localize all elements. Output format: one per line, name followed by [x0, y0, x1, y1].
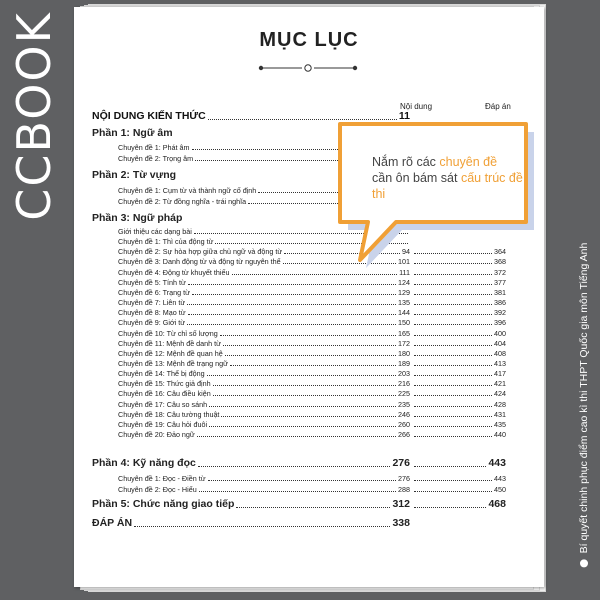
toc-answer-cell — [412, 329, 506, 338]
leader-dots — [187, 324, 396, 325]
toc-answer-cell — [412, 379, 506, 388]
leader-dots — [414, 355, 492, 356]
leader-dots — [414, 385, 492, 386]
toc-label: Chuyên đề 1: Phát âm — [118, 143, 190, 152]
toc-row — [118, 474, 410, 483]
toc-answer-number: 443 — [488, 457, 506, 469]
leader-dots — [192, 294, 396, 295]
leader-dots — [414, 436, 492, 437]
toc-page-number: 144 — [398, 308, 410, 318]
toc-row — [118, 308, 410, 317]
toc-page-number: 172 — [398, 338, 410, 348]
toc-label: Chuyên đề 1: Đọc - Điền từ — [118, 474, 206, 483]
toc-answer-number: 400 — [494, 328, 506, 338]
toc-label: Chuyên đề 1: Cụm từ và thành ngữ cố định — [118, 186, 257, 195]
leader-dots — [414, 365, 492, 366]
toc-label: Chuyên đề 19: Câu hỏi đuôi — [118, 419, 208, 429]
toc-label: Chuyên đề 17: Câu so sánh — [118, 399, 208, 409]
toc-label: Chuyên đề 18: Câu tường thuật — [118, 409, 220, 419]
toc-answer-number: 421 — [494, 379, 506, 389]
leader-dots — [414, 314, 492, 315]
toc-label: Chuyên đề 2: Từ đồng nghĩa - trái nghĩa — [118, 197, 247, 206]
toc-row — [118, 420, 410, 429]
toc-answer-cell — [412, 318, 506, 327]
leader-dots — [213, 395, 396, 396]
toc-label: Chuyên đề 2: Sự hòa hợp giữa chủ ngữ và động từ — [118, 247, 283, 257]
toc-answer-number: 386 — [494, 298, 506, 308]
toc-label: Chuyên đề 7: Liên từ — [118, 298, 186, 308]
leader-dots — [223, 345, 396, 346]
leader-dots — [225, 355, 396, 356]
toc-answer-number: 435 — [494, 419, 506, 429]
toc-answer-number: 364 — [494, 247, 506, 257]
leader-dots — [414, 491, 492, 492]
toc-row — [118, 278, 410, 287]
col-header-dap-an: Đáp án — [485, 102, 511, 111]
leader-dots — [199, 491, 396, 492]
leader-dots — [213, 385, 396, 386]
toc-answer-number: 368 — [494, 257, 506, 267]
toc-page-number: 150 — [398, 318, 410, 328]
toc-answer-number: 408 — [494, 348, 506, 358]
toc-answer-number: 468 — [488, 498, 506, 510]
toc-section-heading — [92, 498, 410, 510]
toc-answer-cell — [412, 474, 506, 483]
toc-answer-cell — [412, 389, 506, 398]
toc-answer-cell — [412, 420, 506, 429]
toc-answer-number: 377 — [494, 277, 506, 287]
leader-dots — [414, 284, 492, 285]
brand-strip — [0, 0, 68, 600]
toc-label: Chuyên đề 13: Mệnh đề trạng ngữ — [118, 358, 228, 368]
toc-answer-cell — [412, 298, 506, 307]
toc-label: Phần 5: Chức năng giao tiếp — [92, 498, 235, 510]
toc-label: Phần 4: Kỹ năng đọc — [92, 457, 196, 469]
toc-label: Phần 1: Ngữ âm — [92, 127, 173, 139]
leader-dots — [209, 426, 396, 427]
toc-label: Chuyên đề 12: Mệnh đề quan hệ — [118, 348, 223, 358]
toc-label: Chuyên đề 5: Tính từ — [118, 277, 186, 287]
toc-label: Chuyên đề 16: Câu điều kiện — [118, 389, 211, 399]
toc-page-number: 260 — [398, 419, 410, 429]
leader-dots — [414, 375, 492, 376]
toc-page-number: 189 — [398, 358, 410, 368]
bullet-icon — [580, 559, 588, 567]
toc-row — [118, 400, 410, 409]
brand-logo: CCBOOK — [7, 11, 61, 221]
toc-label: Chuyên đề 6: Trạng từ — [118, 287, 190, 297]
toc-answer-number: 396 — [494, 318, 506, 328]
toc-answer-cell — [412, 349, 506, 358]
toc-answer-number: 428 — [494, 399, 506, 409]
toc-answer-cell — [412, 288, 506, 297]
leader-dots — [134, 526, 390, 527]
toc-page-number: 266 — [398, 430, 410, 439]
toc-page-number: 235 — [398, 399, 410, 409]
leader-dots — [414, 406, 492, 407]
toc-label: NỘI DUNG KIẾN THỨC — [92, 110, 206, 122]
toc-answer-cell — [412, 485, 506, 494]
leader-dots — [197, 436, 396, 437]
toc-page-number: 129 — [398, 287, 410, 297]
toc-page-number: 225 — [398, 389, 410, 399]
toc-page-number: 203 — [398, 369, 410, 379]
toc-label: Chuyên đề 15: Thức giả định — [118, 379, 211, 389]
toc-row — [118, 430, 410, 439]
toc-row — [118, 349, 410, 358]
toc-row — [118, 389, 410, 398]
leader-dots — [414, 416, 492, 417]
toc-label: Chuyên đề 4: Động từ khuyết thiếu — [118, 267, 230, 277]
toc-section-heading — [92, 169, 292, 181]
col-header-noi-dung: Nội dung — [400, 102, 433, 111]
toc-page-number: 312 — [392, 498, 410, 510]
toc-label: Phần 3: Ngữ pháp — [92, 212, 183, 224]
toc-answer-number: 450 — [494, 485, 506, 494]
leader-dots — [414, 324, 492, 325]
toc-label: Chuyên đề 10: Từ chỉ số lượng — [118, 328, 218, 338]
toc-answer-cell — [412, 359, 506, 368]
toc-row — [118, 359, 410, 368]
toc-label: Chuyên đề 2: Trọng âm — [118, 154, 194, 163]
toc-page-number: 216 — [398, 379, 410, 389]
leader-dots — [414, 480, 492, 481]
toc-answer-cell — [412, 400, 506, 409]
toc-section-heading — [92, 127, 292, 139]
toc-answer-cell — [412, 498, 506, 510]
toc-page-number: 135 — [398, 298, 410, 308]
leader-dots — [221, 416, 396, 417]
toc-row — [118, 288, 410, 297]
leader-dots — [236, 507, 390, 508]
toc-page-number: 246 — [398, 409, 410, 419]
toc-row — [118, 154, 366, 163]
callout-highlight: chuyên đề — [439, 155, 498, 169]
toc-row — [118, 339, 410, 348]
leader-dots — [188, 284, 396, 285]
toc-page-number: 11 — [398, 110, 410, 122]
leader-dots — [414, 335, 492, 336]
leader-dots — [188, 314, 396, 315]
toc-row — [118, 329, 410, 338]
toc-page-number: 94 — [402, 247, 410, 257]
toc-answer-number: 440 — [494, 430, 506, 439]
toc-answer-cell — [412, 410, 506, 419]
toc-answer-cell — [412, 278, 506, 287]
toc-page-number: 338 — [392, 517, 410, 529]
toc-page-number: 111 — [399, 267, 410, 277]
toc-answer-cell — [412, 339, 506, 348]
toc-row — [118, 143, 366, 152]
toc-label: Chuyên đề 11: Mệnh đề danh từ — [118, 338, 221, 348]
toc-page-number: 276 — [392, 457, 410, 469]
leader-dots — [414, 395, 492, 396]
callout-text-part: Nắm rõ các — [372, 155, 440, 169]
toc-page-number: 124 — [398, 277, 410, 287]
toc-answer-number: 413 — [494, 358, 506, 368]
toc-row — [118, 298, 410, 307]
callout-text-part: cần ôn bám sát — [372, 171, 461, 185]
toc-answer-cell — [412, 430, 506, 439]
toc-label: Chuyên đề 20: Đảo ngữ — [118, 430, 195, 439]
leader-dots — [414, 294, 492, 295]
toc-label: Chuyên đề 3: Danh động từ và động từ nguyên thể — [118, 257, 281, 267]
toc-answer-cell — [412, 457, 506, 469]
toc-answer-cell — [412, 308, 506, 317]
toc-row — [118, 369, 410, 378]
toc-page-number: 101 — [398, 257, 410, 267]
toc-answer-number: 417 — [494, 369, 506, 379]
side-caption-text: Bí quyết chinh phục điểm cao kì thi THPT Quốc gia môn Tiếng Anh — [578, 242, 590, 554]
toc-label: Chuyên đề 8: Mạo từ — [118, 308, 186, 318]
toc-label: Chuyên đề 2: Đọc - Hiểu — [118, 485, 197, 494]
toc-answer-number: 431 — [494, 409, 506, 419]
toc-row — [118, 318, 410, 327]
toc-row — [118, 485, 410, 494]
callout-highlight: cấu trúc đề thi — [372, 171, 523, 201]
page-title: MỤC LỤC — [259, 29, 359, 51]
toc-section-heading — [92, 212, 292, 224]
leader-dots — [414, 466, 486, 467]
title-ornament-icon — [258, 63, 358, 73]
toc-row — [118, 186, 366, 195]
toc-answer-number: 392 — [494, 308, 506, 318]
leader-dots — [208, 480, 396, 481]
toc-answer-number: 404 — [494, 338, 506, 348]
toc-page-number: 180 — [398, 348, 410, 358]
toc-answer-number: 424 — [494, 389, 506, 399]
leader-dots — [414, 507, 486, 508]
leader-dots — [414, 426, 492, 427]
toc-answer-number: 381 — [494, 287, 506, 297]
leader-dots — [414, 304, 492, 305]
callout-text — [372, 154, 528, 202]
toc-label: Giới thiệu các dạng bài — [118, 227, 192, 236]
leader-dots — [207, 375, 396, 376]
toc-row — [118, 410, 410, 419]
leader-dots — [209, 406, 396, 407]
toc-page-number: 288 — [398, 485, 410, 494]
toc-label: Chuyên đề 14: Thể bị động — [118, 369, 205, 379]
leader-dots — [187, 304, 396, 305]
leader-dots — [230, 365, 396, 366]
toc-page-number: 276 — [398, 474, 410, 483]
leader-dots — [198, 466, 391, 467]
toc-answer-cell — [412, 369, 506, 378]
toc-label: Phần 2: Từ vựng — [92, 169, 177, 181]
toc-row — [118, 379, 410, 388]
toc-label: ĐÁP ÁN — [92, 517, 133, 529]
toc-row-dap-an — [92, 517, 410, 529]
toc-page — [74, 7, 544, 587]
leader-dots — [220, 335, 396, 336]
toc-answer-number: 372 — [494, 267, 506, 277]
toc-page-number: 165 — [398, 328, 410, 338]
toc-row — [118, 197, 366, 206]
leader-dots — [414, 345, 492, 346]
toc-section-heading — [92, 457, 410, 469]
toc-label: Chuyên đề 9: Giới từ — [118, 318, 186, 328]
toc-answer-number: 443 — [494, 474, 506, 483]
toc-label: Chuyên đề 1: Thì của động từ — [118, 237, 214, 247]
side-caption — [578, 243, 590, 568]
